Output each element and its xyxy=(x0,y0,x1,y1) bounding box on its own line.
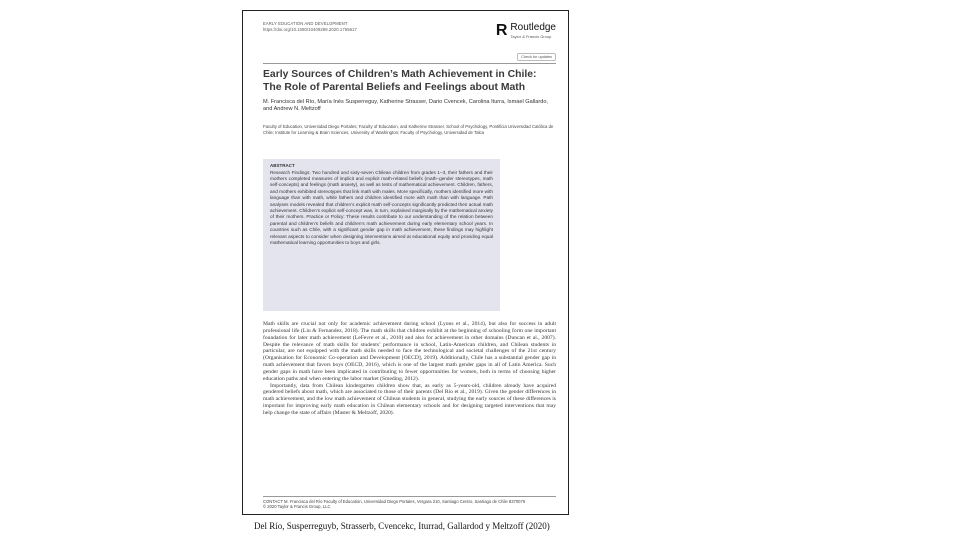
abstract-box xyxy=(263,159,500,311)
abstract-text: Research Findings: Two hundred and sixty-seven Chilean children from grades 1–3, their fathers and their mothers completed measures of implicit and explicit math-related beliefs (math–gender stereotypes, math self-concepts) and feelings (math anxiety), as well as tests of mathematical achievement. Children, fathers, and mothers exhibited stereotypes that link math with males. More specifically, mothers identified more with language than with math, while fathers and children identified more with math than with language. Path analyses models revealed that children’s explicit math self-concepts significantly predicted their actual math achievement. Children’s explicit self-concept was, in turn, explained marginally by the mathematical anxiety of their mothers. Practice or Policy: These results contribute to our understanding of the relation between parental and children’s beliefs and children’s math achievement during early elementary school years. In countries such as Chile, with a significant gender gap in math achievement, these findings may highlight relevant aspects to consider when designing interventions aimed at educational equity and providing equal mathematical learning opportunities to boys and girls. xyxy=(270,169,493,245)
contact-footer xyxy=(263,496,556,510)
body-paragraph: Math skills are crucial not only for academic achievement during school (Lyons et al., 2014), but also for success in adult professional life (Liu & Fernandez, 2018). The math skills that children exhibit at the beginning of schooling form one important foundation for later math achievement (LeFevre et al., 2010) and also for achievement in other domains (Duncan et al., 2007). Despite the relevance of math skills for students’ performance in school, Latin-American children, and Chilean students in particular, are not equipped with the math skills needed to face the technological and societal challenges of the 21st century (Organisation for Economic Co-operation and Development [OECD], 2019). Additionally, Chile has a substantial gender gap in math achievement that favors boys (OECD, 2016), which is one of the largest math gender gaps in all of Latin America. Such gender gaps in math have been implicated in contributing to fewer opportunities for women, both in terms of choosing higher education paths and when entering the labor market (Smeding, 2012). xyxy=(263,321,556,382)
citation-caption: Del Río, Susperreguyb, Strasserb, Cvencekc, Iturrad, Gallardod y Meltzoff (2020) xyxy=(254,521,550,531)
article-affiliations: Faculty of Education, Universidad Diego Portales; Faculty of Education, and Katherine Strasser, School of Psychology, Pontificia Universidad Católica de Chile; Institute for Learning & Brain Sciences, University of Washington; Faculty of Psychology, Universidad de Talca xyxy=(263,124,554,135)
publisher-logo xyxy=(496,23,556,39)
article-authors: M. Francisca del Río, María Inés Susperreguy, Katherine Strasser, Dario Cvencek, Carolina Iturra, Ismael Gallardo, and Andrew N. Meltzoff xyxy=(263,99,548,113)
routledge-icon: R xyxy=(495,22,508,39)
publisher-name: Routledge xyxy=(510,22,556,33)
check-updates-button[interactable]: Check for updates xyxy=(517,53,556,61)
body-text xyxy=(263,321,556,417)
body-paragraph: Importantly, data from Chilean kindergarten children show that, as early as 5-years-old, children already have acquired gendered beliefs about math, which are associated to those of their parents (Del Río et al., 2019). Given the gender differences in math achievement, and the low math achievement of Chilean students in general, studying the early sources of these differences is important for improving early math education in Chilean elementary schools and for designing targeted interventions that may help change the state of affairs (Master & Meltzoff, 2020). xyxy=(263,382,556,416)
contact-info: CONTACT M. Francisca del Río Faculty of Education, Universidad Diego Portales, Vergara 210, Santiago Centro, Santiago de Chile 8370076 xyxy=(263,499,526,504)
abstract-heading: ABSTRACT xyxy=(270,163,295,168)
journal-header xyxy=(263,21,357,32)
publisher-subtitle: Taylor & Francis Group xyxy=(510,34,552,39)
header-divider xyxy=(263,63,556,64)
journal-name: EARLY EDUCATION AND DEVELOPMENT xyxy=(263,21,348,26)
article-title: Early Sources of Children’s Math Achievement in Chile: The Role of Parental Beliefs and Feelings about Math xyxy=(263,69,537,93)
copyright: © 2020 Taylor & Francis Group, LLC xyxy=(263,504,331,510)
doi-link[interactable]: https://doi.org/10.1080/10409289.2020.1755617 xyxy=(263,26,357,32)
paper-page xyxy=(242,10,569,515)
